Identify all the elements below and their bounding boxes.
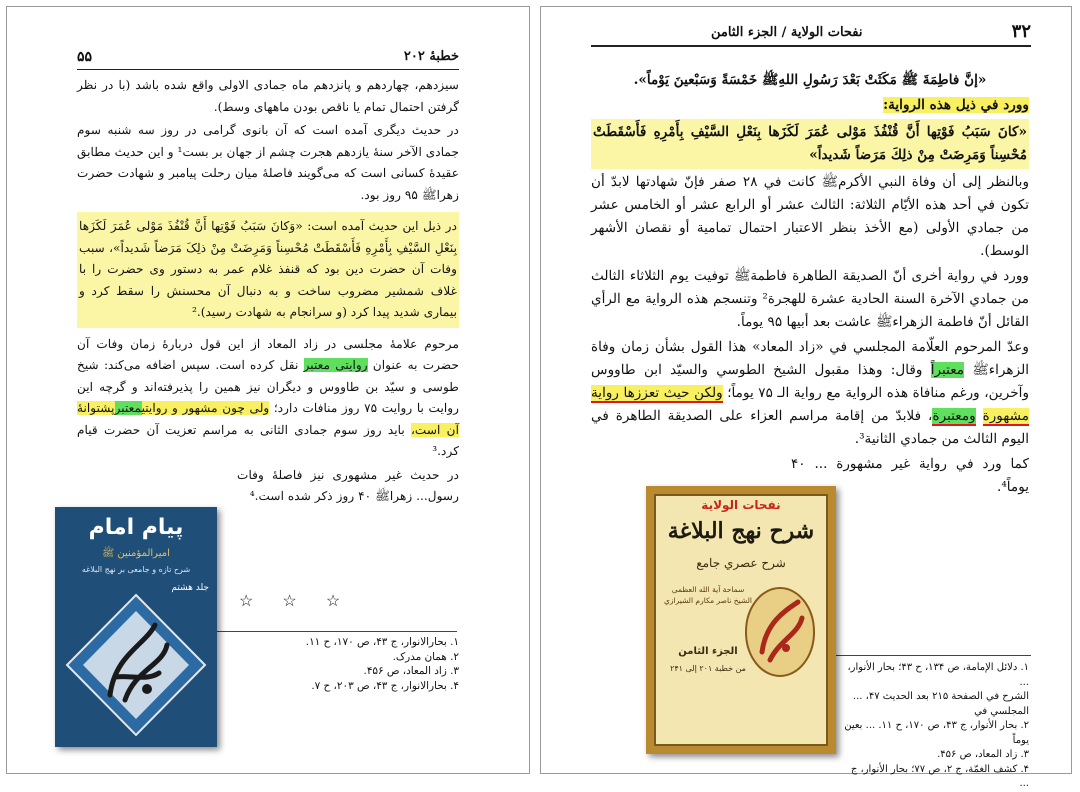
book-left-description: شرح تازه و جامعی بر نهج البلاغه <box>81 565 191 574</box>
right-paragraph-4: كما ورد في رواية غير مشهورة ... ۴۰ يوماً⁴. <box>791 456 1029 495</box>
right-page-body <box>591 69 1029 501</box>
left-p3-yellow-phrase-b: پشتوانهٔ آن است، <box>77 401 459 437</box>
right-footnote-4: ۳. زاد المعاد، ص ۴۵۶. <box>937 749 1029 760</box>
right-paragraph-2: وورد في رواية أخرى أنّ الصديقة الطاهرة فاطمةﷺ توفيت يوم الثلاثاء الثالث من جمادي الآخرة السنة الحادية عشرة للهجرة² وتنسجم هذه الرواية مع الرأي القائل أنّ فاطمة الزهراءﷺ عاشت بعد أبيها ۹۵ يوماً. <box>591 268 1029 330</box>
book-left-title: پیام امام <box>88 515 184 540</box>
section-stars: ☆ ☆ ☆ <box>239 591 353 610</box>
left-p3-mid: نقل کرده است. سپس اضافه می‌کند: شیخ طوسی و سیّد بن طاووس و دیگران نیز همین را پذیرفته‌اند و گرچه این روایت با روایت ۷۵ روز منافات دارد؛ <box>77 358 460 415</box>
right-footnote-3: ۲. بحار الأنوار، ج ۴۳، ص ۱۷۰، ح ۱۱. ... بعين يوماً <box>844 720 1029 746</box>
right-p3-red-underlined: ولكن حيث تعززها رواية مشهورة <box>591 385 1029 424</box>
left-footnotes <box>219 635 459 693</box>
book-right-inner-panel <box>654 494 828 746</box>
right-p3-end: ، فلابدّ من إقامة مراسم العزاء على الصديقة الطاهرة في اليوم الثالث من جمادي الثانية³. <box>591 408 1029 447</box>
book-right-top-label: نفحات الولاية <box>701 498 781 512</box>
right-p3-green-phrase: معتبراً <box>930 362 965 378</box>
book-right-range: من خطبة ۲۰۱ إلى ۲۴۱ <box>670 664 746 673</box>
left-paragraph-4: در حدیث غیر مشهوری نیز فاصلهٔ وفات رسول... زهراﷺ ۴۰ روز ذکر شده است.⁴ <box>237 467 459 503</box>
book-right-volume: الجزء الثامن <box>678 646 738 657</box>
right-footnote-2: الشرح في الصفحة ۲۱۵ بعد الحديث ۴۷، ... المجلسي في <box>852 691 1029 717</box>
right-paragraph-1: وبالنظر إلى أن وفاة النبي الأكرمﷺ كانت في ۲۸ صفر فإنّ شهادتها لابدّ أن تكون في أحد هذه الأيّام الثلاثة: الثالث عشر أو الرابع عشر أو الخامس عشر من جمادي الأولى (مع الأخذ بنظر الاعتبار احتمال تمامية أو نقصان الأشهر الوسط). <box>591 174 1030 259</box>
book-left-subtitle: امیرالمؤمنین ﷺ <box>102 548 170 559</box>
left-p3-green-phrase-2: معتبر <box>114 401 142 415</box>
left-p3-end: باید روز سوم جمادی الثانی به مراسم تعزیت آن حضرت قیام کرد.³ <box>77 422 459 458</box>
left-footnote-1: ۱. بحارالانوار، ج ۴۳، ص ۱۷۰، ح ۱۱. <box>305 636 459 648</box>
left-footnote-3: ۳. زاد المعاد، ص ۴۵۶. <box>363 665 459 677</box>
left-p3-yellow-phrase-a: ولی چون مشهور و روایتی <box>141 401 270 415</box>
left-highlighted-paragraph: در ذیل این حدیث آمده است: «وَکانَ سَبَبُ فَوْتِها أَنَّ قُنْفُذَ مَوْلی عُمَرَ لَکَزَها بِنَعْلِ السَّیْفِ بِأَمْرِهِ فَأَسْقَطَتْ مُحْسِناً وَمَرِضَتْ مِنْ ذلِکَ مَرَضاً شَدیداً»، سبب وفات آن حضرت دین بود که قنفذ غلام عمر به دستور وی حضرت را با غلاف شمشیر مضروب ساخت و به دنبال آن محسنش را سقط کرد و بیماری شدید پیدا کرد (و سرانجام به شهادت رسید).² <box>77 212 459 328</box>
right-footnote-5: ۴. كشف الغمّة، ج ۲، ص ۷۷؛ بحار الأنوار، ج ... <box>850 763 1029 789</box>
right-footnote-1: ۱. دلائل الإمامة، ص ۱۳۴، ح ۴۳؛ بحار الأنوار، ... <box>847 662 1029 688</box>
right-page-header <box>591 23 1031 47</box>
right-paragraph-3 <box>591 336 1029 451</box>
left-p3-start: مرحوم علامهٔ مجلسی در زاد المعاد از این قول دربارهٔ زمان وفات آن حضرت به عنوان <box>77 336 460 372</box>
book-right-title: شرح نهج البلاغة <box>667 518 815 544</box>
right-quote-1: «إنَّ فاطِمَةَ ﷺ مَكَثَتْ بَعْدَ رَسُولِ اللهِﷺ خَمْسَةً وَسَبْعينَ يَوْماً». <box>633 72 987 88</box>
book-right-author: سماحة آية الله العظمى الشيخ ناصر مكارم الشيرازي <box>664 585 752 605</box>
left-page-header <box>77 47 459 70</box>
left-paragraph-2: در حدیث دیگری آمده است که آن بانوی گرامی در روز سه شنبه سوم جمادی الآخر سنهٔ یازدهم هجرت چشم از جهان بر بست¹ و این حدیث مطابق عقیدهٔ کسانی است که می‌گویند فاصلهٔ میان رحلت پیامبر و شهادت حضرت زهراﷺ ۹۵ روز بود. <box>77 123 460 202</box>
book-cover-sharh-nahj <box>646 486 836 754</box>
right-page-number: ۳۲ <box>1011 21 1031 42</box>
right-p3-mid: وقال: وهذا مقبول الشيخ الطوسي والسيّد ابن طاووس وآخرين، ورغم منافاة هذه الرواية مع رواية الـ ۷۵ يوماً؛ <box>591 362 1030 401</box>
left-page-number: ۵۵ <box>77 49 93 65</box>
book-cover-payam-imam <box>55 507 217 747</box>
left-footnote-2: ۲. همان مدرک. <box>392 650 459 663</box>
left-paragraph-1: سیزدهم، چهاردهم و پانزدهم ماه جمادی الاولی واقع شده باشد (با در نظر گرفتن احتمال تمام یا ناقص بودن ماههای وسط). <box>77 78 459 114</box>
calligraphy-emblem-icon <box>55 585 217 745</box>
right-p3-green-phrase-2: ومعتبرة <box>932 408 976 424</box>
left-paragraph-3 <box>77 334 459 463</box>
right-quote-2: «كانَ سَبَبُ فَوْتِها أَنَّ قُنْفُذَ مَوْلى عُمَرَ لَكَزَها بِنَعْلِ السَّيْفِ بِأَمْرِهِ فَأَسْقَطَتْ مُحْسِناً وَمَرِضَتْ مِنْ ذلِكَ مَرَضاً شَديداً» <box>591 119 1029 169</box>
right-intro-highlight: وورد في ذيل هذه الرواية: <box>883 97 1029 113</box>
right-footnotes <box>841 661 1029 792</box>
left-page-body <box>77 75 459 510</box>
left-footnote-rule <box>217 631 457 632</box>
left-page-header-title: خطبهٔ ۲۰۲ <box>403 49 459 64</box>
book-left-volume: جلد هشتم <box>171 583 209 593</box>
left-footnote-4: ۴. بحارالانوار، ج ۴۳، ص ۲۰۳، ح ۷. <box>311 679 459 692</box>
left-p3-green-phrase: روایتی معتبر <box>303 358 368 372</box>
right-intro <box>591 94 1029 117</box>
book-right-subtitle: شرح عصري جامع <box>696 556 786 570</box>
right-page-header-title: نفحات الولاية / الجزء الثامن <box>711 25 863 40</box>
right-p3-start: وعدّ المرحوم العلّامة المجلسي في «زاد المعاد» هذا القول بشأن زمان وفاة الزهراءﷺ <box>591 339 1029 378</box>
